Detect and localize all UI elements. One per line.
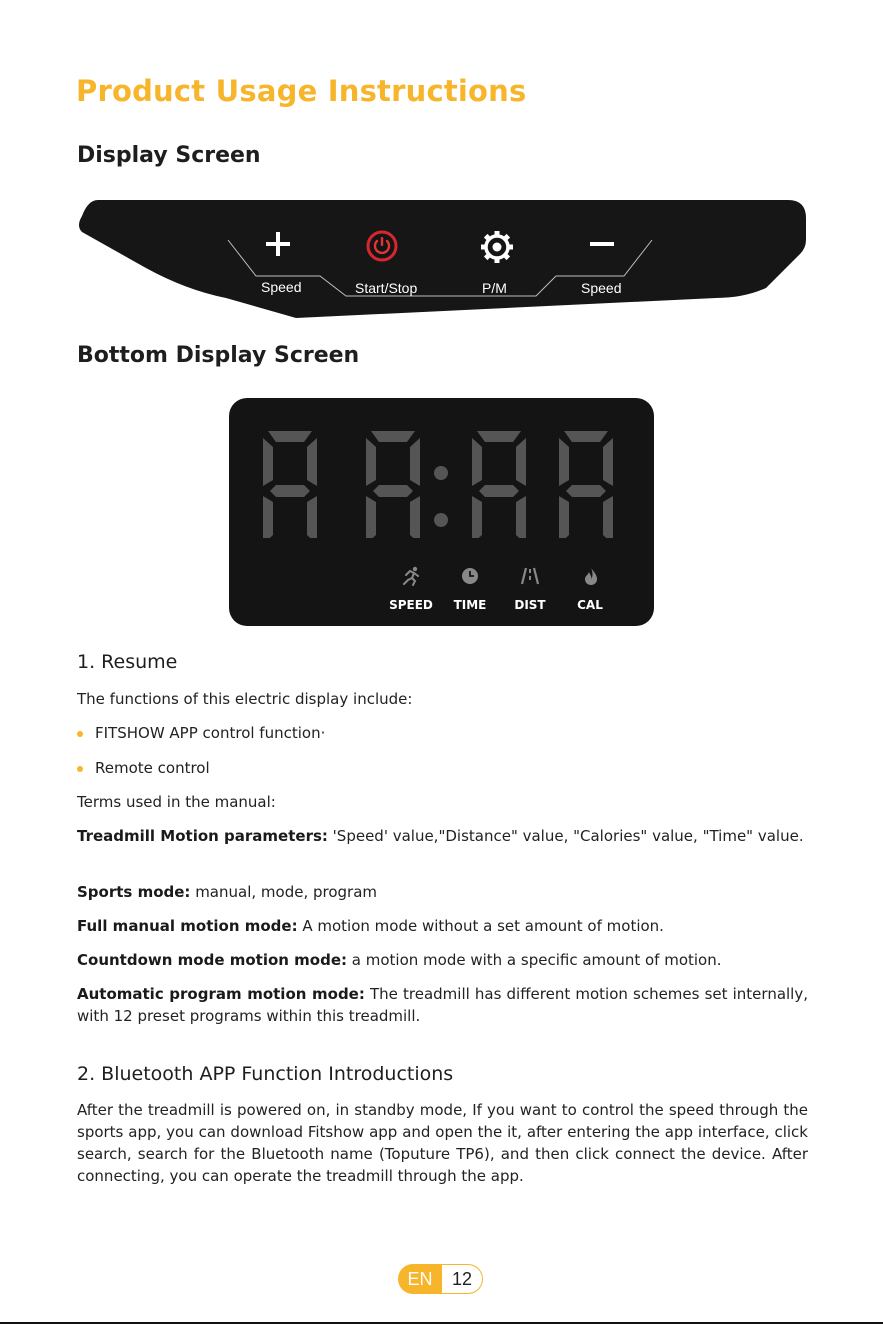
pm-label: P/M [482,280,507,296]
resume-heading: 1. Resume [77,651,178,673]
term-item [77,881,808,903]
term-name: Countdown mode motion mode: [77,951,348,969]
bullet-text: FITSHOW APP control function· [95,724,326,742]
bluetooth-heading: 2. Bluetooth APP Function Introductions [77,1063,454,1085]
bluetooth-text: After the treadmill is powered on, in standby mode, If you want to control the speed through the sports app, you can download Fitshow app and open the it, after entering the app interface, click search, search for the Bluetooth name (Toputure TP6), and then click connect the device. After connecting, you can operate the treadmill through the app. [77,1101,808,1185]
speed-indicator-label: SPEED [389,598,433,612]
term-name: Full manual motion mode: [77,917,298,935]
runner-icon [399,566,423,586]
speed-minus-label: Speed [581,280,622,296]
bottom-display-heading: Bottom Display Screen [77,343,360,368]
term-name: Sports mode: [77,883,191,901]
bullet-text: Remote control [95,759,210,777]
dist-indicator-label: DIST [514,598,546,612]
term-desc: a motion mode with a specific amount of motion. [347,951,722,969]
resume-intro: The functions of this electric display include: [77,690,413,708]
speed-plus-icon[interactable] [264,230,292,258]
term-desc: The treadmill has different motion schemes set internally, with 12 preset programs within this treadmill. [77,985,808,1025]
bullet-item [79,722,325,744]
term-desc: manual, mode, program [190,883,378,901]
bullet-item [79,757,210,779]
term-name: Automatic program motion mode: [77,985,365,1003]
term-desc: A motion mode without a set amount of motion. [297,917,664,935]
start-stop-label: Start/Stop [355,280,418,296]
page-number: 12 [442,1264,483,1294]
cal-indicator-label: CAL [577,598,603,612]
bullet-dot [77,731,83,737]
term-item [77,949,808,971]
term-name: Treadmill Motion parameters: [77,827,328,845]
terms-intro: Terms used in the manual: [77,793,276,811]
term-item [77,915,808,937]
page-number-badge [398,1264,484,1294]
speed-plus-label: Speed [261,279,302,295]
term-item [77,825,808,847]
gear-icon[interactable] [480,230,514,264]
page-title: Product Usage Instructions [76,74,527,108]
term-desc: 'Speed' value,"Distance" value, "Calories" value, "Time" value. [327,827,804,845]
display-screen-panel [76,198,808,320]
display-screen-heading: Display Screen [77,143,261,168]
flame-icon [579,566,603,586]
speed-minus-icon[interactable] [588,230,616,258]
clock-icon [458,566,482,586]
bullet-dot [77,766,83,772]
language-label: EN [398,1264,442,1294]
power-icon[interactable] [366,230,398,262]
term-item [77,983,808,1027]
time-indicator-label: TIME [453,598,487,612]
bottom-display-panel [229,398,654,626]
road-icon [518,566,542,586]
seven-segment-display [229,398,654,538]
